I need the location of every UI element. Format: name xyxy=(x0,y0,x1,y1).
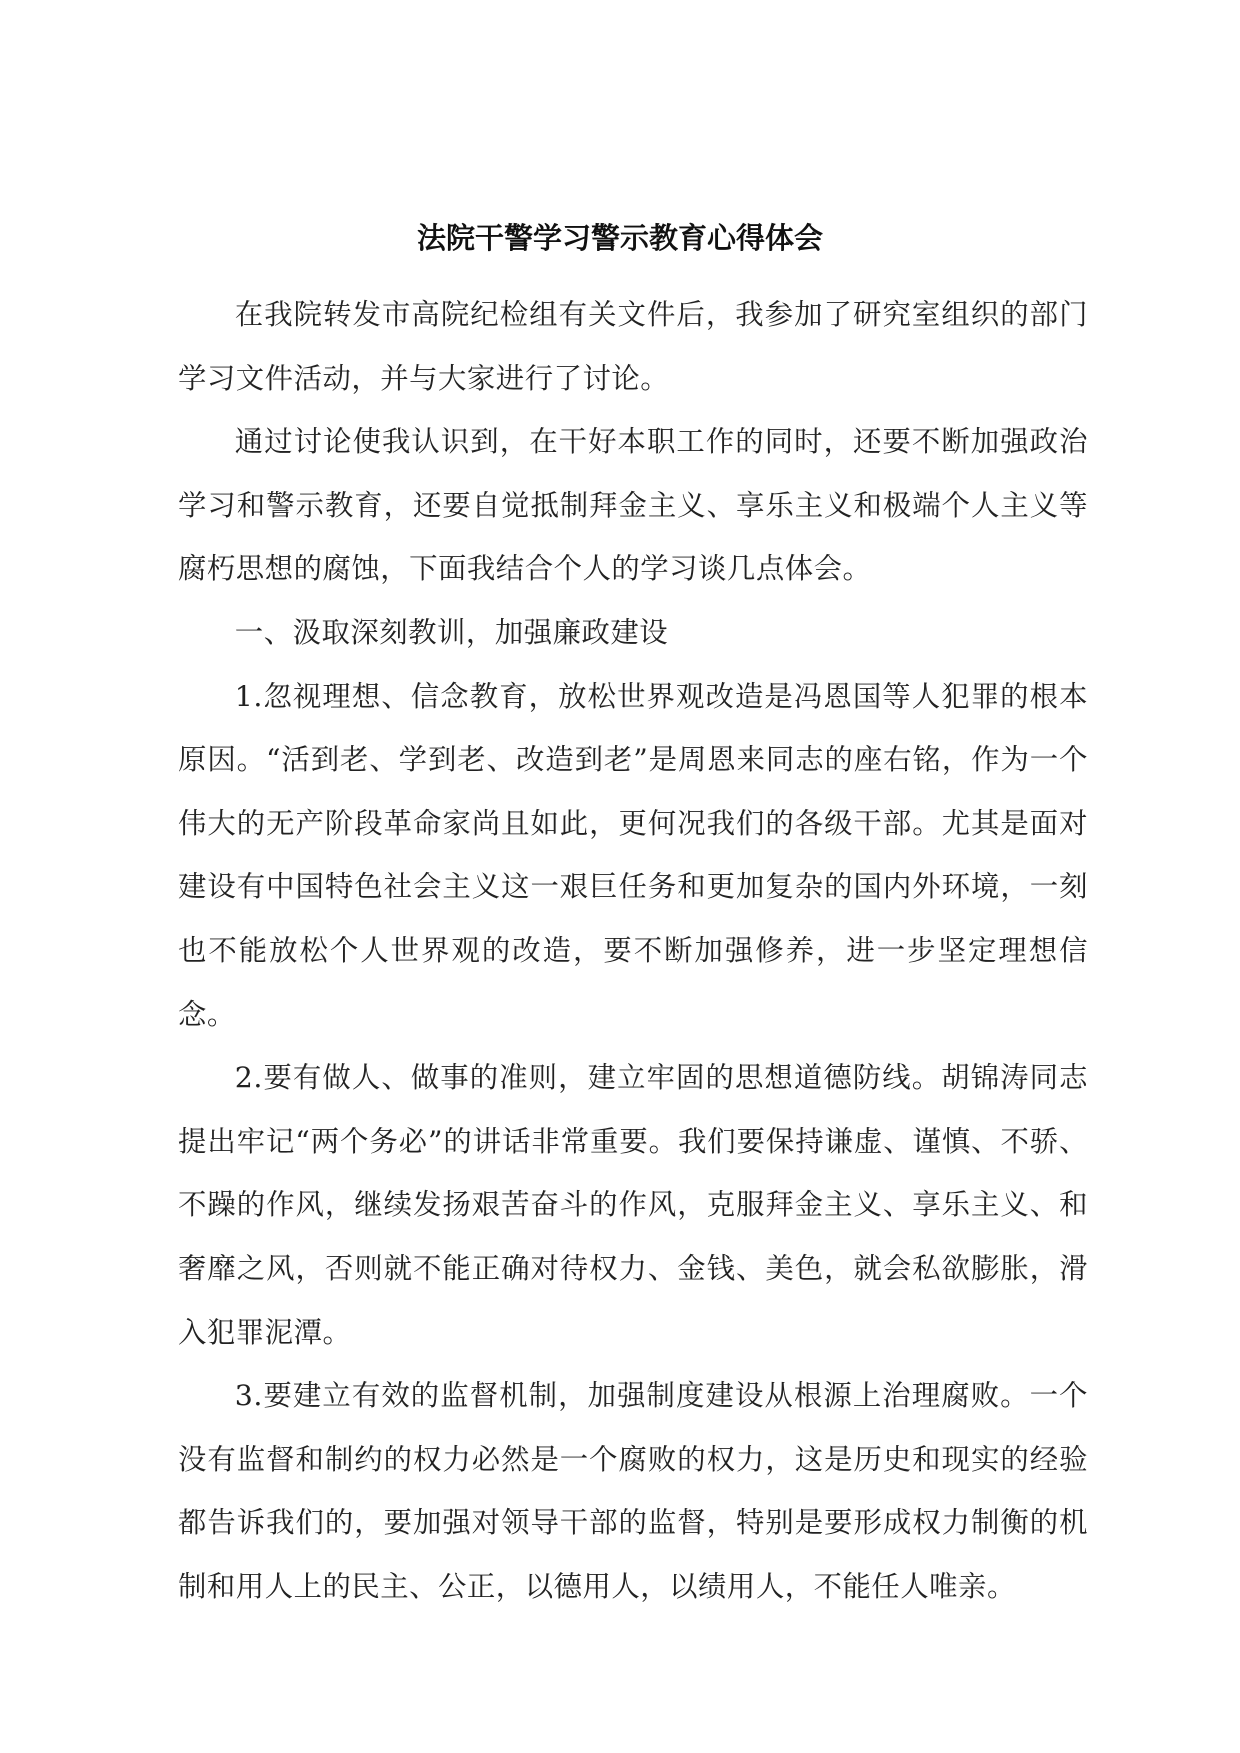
paragraph-point-2: 2.要有做人、做事的准则，建立牢固的思想道德防线。胡锦涛同志提出牢记“两个务必”的讲话非常重要。我们要保持谦虚、谨慎、不骄、不躁的作风，继续发扬艰苦奋斗的作风，克服拜金主义、享乐主义、和奢靡之风，否则就不能正确对待权力、金钱、美色，就会私欲膨胀，滑入犯罪泥潭。 xyxy=(178,1061,1088,1349)
paragraph-point-3: 3.要建立有效的监督机制，加强制度建设从根源上治理腐败。一个没有监督和制约的权力必然是一个腐败的权力，这是历史和现实的经验都告诉我们的，要加强对领导干部的监督，特别是要形成权力制衡的机制和用人上的民主、公正，以德用人，以绩用人，不能任人唯亲。 xyxy=(178,1379,1088,1603)
paragraph-point-1: 1.忽视理想、信念教育，放松世界观改造是冯恩国等人犯罪的根本原因。“活到老、学到老、改造到老”是周恩来同志的座右铭，作为一个伟大的无产阶段革命家尚且如此，更何况我们的各级干部。尤其是面对建设有中国特色社会主义这一艰巨任务和更加复杂的国内外环境，一刻也不能放松个人世界观的改造，要不断加强修养，进一步坚定理想信念。 xyxy=(178,679,1088,1031)
section-heading-1: 一、汲取深刻教训，加强廉政建设 xyxy=(234,615,669,649)
paragraph-discussion: 通过讨论使我认识到，在干好本职工作的同时，还要不断加强政治学习和警示教育，还要自觉抵制拜金主义、享乐主义和极端个人主义等腐朽思想的腐蚀，下面我结合个人的学习谈几点体会。 xyxy=(178,425,1088,586)
document-body xyxy=(178,283,1088,1618)
document-title: 法院干警学习警示教育心得体会 xyxy=(416,221,823,255)
paragraph-intro: 在我院转发市高院纪检组有关文件后，我参加了研究室组织的部门学习文件活动，并与大家进行了讨论。 xyxy=(178,298,1088,395)
